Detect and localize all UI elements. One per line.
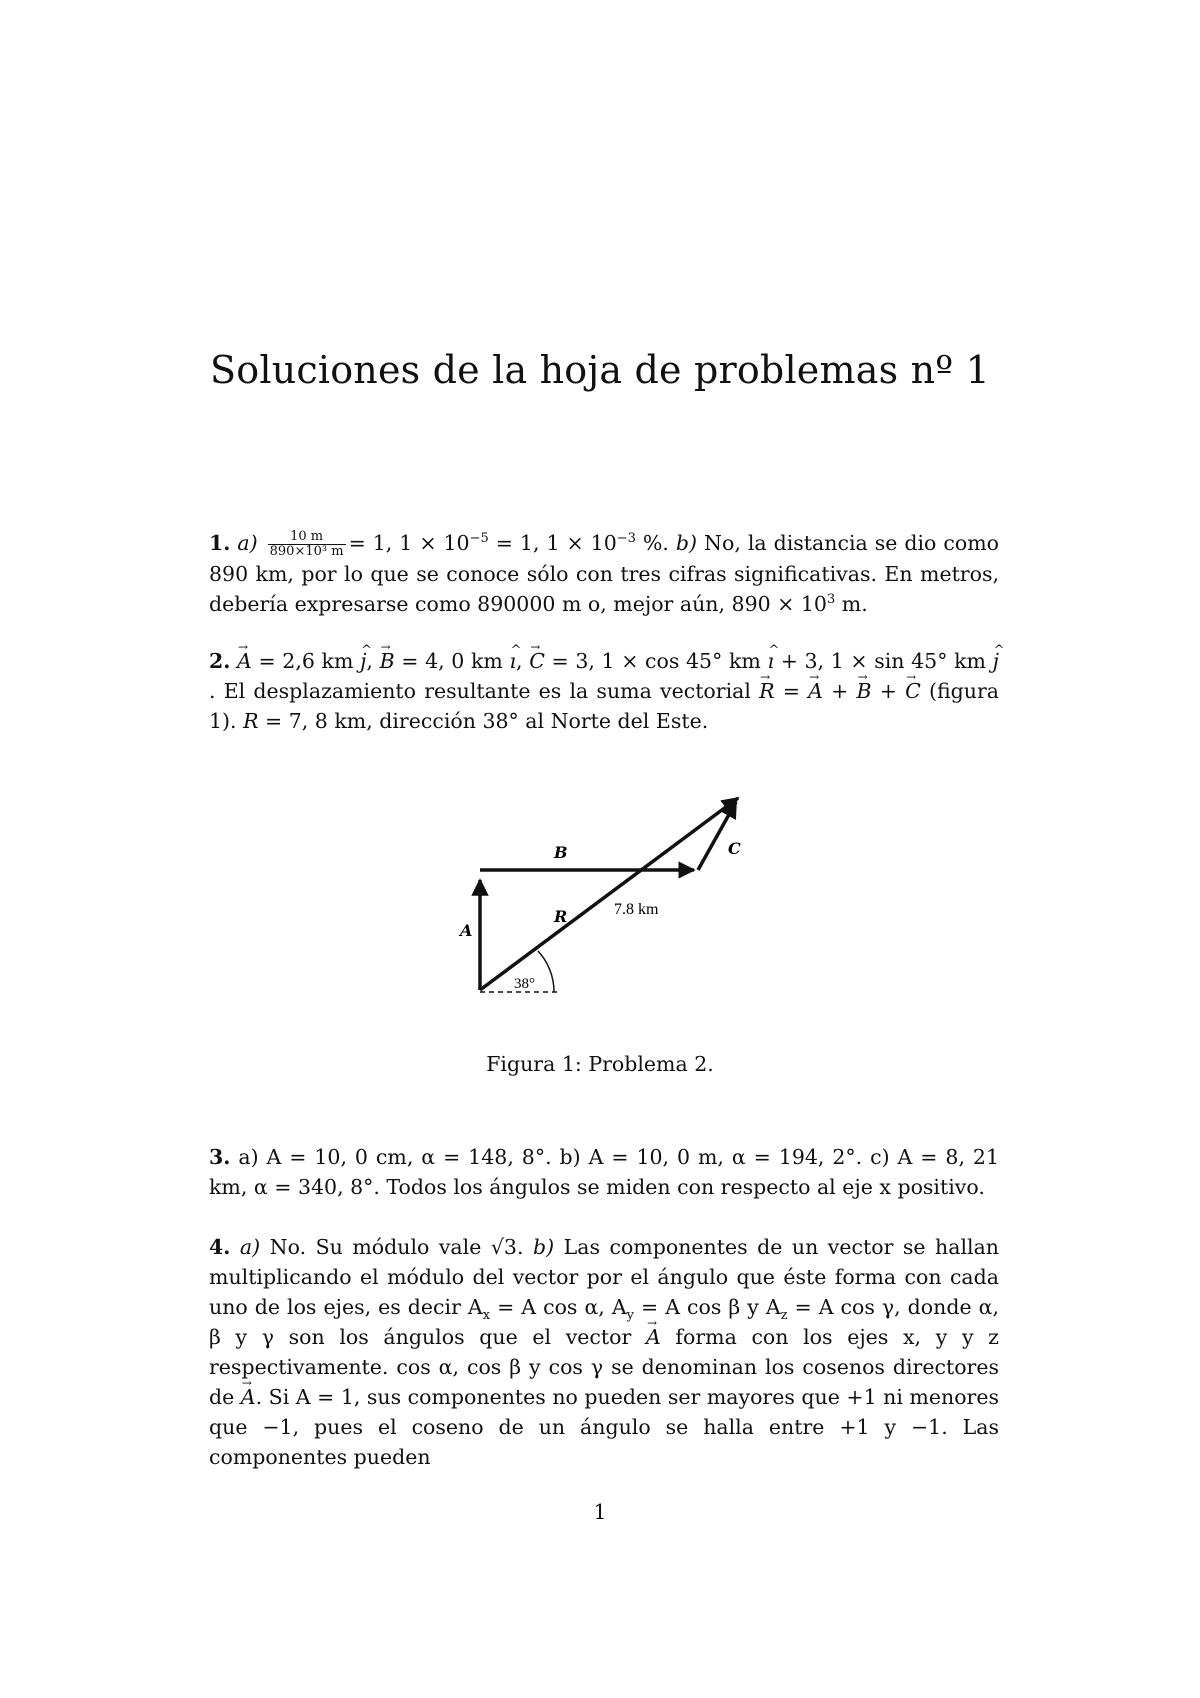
body-text: forma con los ejes x, y y z respectivamente. cos α, cos β y cos γ se denominan los cosenos directores de	[209, 1325, 999, 1409]
equation-text: ,	[516, 649, 530, 673]
body-text: = A cos α, A	[490, 1295, 627, 1319]
label-r: R	[554, 907, 568, 926]
vector-symbol: → A	[808, 676, 823, 706]
exponent: −5	[469, 531, 489, 547]
body-text: m.	[835, 592, 868, 616]
part-label: b)	[675, 531, 698, 555]
vector-symbol: → C	[905, 676, 921, 706]
subscript: y	[626, 1308, 634, 1324]
label-length: 7.8 km	[614, 901, 659, 918]
body-text: . Si A = 1, sus componentes no pueden ser mayores que +1 ni menores que −1, pues el coseno de un ángulo se halla entre +1 y −1. Las componentes pueden	[209, 1385, 999, 1469]
unit-vector: ^ ı	[509, 646, 516, 676]
problem-number: 4.	[209, 1235, 231, 1259]
problem-number: 3.	[209, 1145, 231, 1169]
vector-symbol: → C	[529, 646, 545, 676]
fraction-denominator: 890×10³ m	[269, 544, 344, 559]
equation-text: = 4, 0 km	[394, 649, 510, 673]
equation-text: =	[774, 679, 809, 703]
equation-text: = 1, 1 × 10	[488, 531, 617, 555]
equation-text: + 3, 1 × sin 45° km	[774, 649, 993, 673]
equation-text: = 3, 1 × cos 45° km	[544, 649, 768, 673]
body-text: = A cos β y A	[634, 1295, 781, 1319]
body-text: a) A = 10, 0 cm, α = 148, 8°. b) A = 10, 0 m, α = 194, 2°. c) A = 8, 21 km, α = 340, 8°. Todos los ángulos se miden con respecto al eje x positivo.	[209, 1145, 999, 1199]
body-text: = A cos γ, donde α, β y γ son los ángulos que el vector	[209, 1295, 999, 1349]
body-text: (figura 1).	[209, 679, 1000, 733]
exponent: −3	[616, 531, 636, 547]
label-b: B	[554, 843, 568, 862]
vector-symbol: → A	[241, 1382, 256, 1412]
equation-text: %.	[635, 531, 676, 555]
equation-text: = 2,6 km	[251, 649, 361, 673]
part-label: a)	[239, 1235, 261, 1259]
unit-vector: ^ j	[360, 646, 366, 676]
label-angle: 38°	[514, 976, 535, 992]
vector-symbol: → A	[237, 646, 252, 676]
body-text: No. Su módulo vale √3.	[260, 1235, 533, 1259]
unit-vector: ^ j	[993, 646, 999, 676]
vector-symbol: → R	[759, 676, 774, 706]
problem-number: 2.	[209, 649, 231, 673]
label-a: A	[460, 921, 473, 940]
angle-arc	[538, 951, 554, 992]
page-title: Soluciones de la hoja de problemas nº 1	[210, 348, 990, 392]
problem-number: 1.	[209, 531, 231, 555]
fraction	[268, 530, 346, 559]
label-c: C	[728, 839, 741, 858]
fraction-numerator: 10 m	[268, 530, 346, 545]
vector-diagram	[458, 786, 748, 1001]
figure-caption: Figura 1: Problema 2.	[486, 1052, 714, 1076]
part-label: a)	[237, 531, 258, 555]
solution-1	[209, 528, 999, 619]
body-text: Las componentes de un vector se hallan multiplicando el módulo del vector por el ángulo que éste forma con cada uno de los ejes, es decir A	[209, 1235, 999, 1319]
body-text: . El desplazamiento resultante es la suma vectorial	[209, 679, 760, 703]
solution-4	[209, 1232, 999, 1472]
vector-symbol: → B	[856, 676, 871, 706]
subscript: x	[482, 1308, 491, 1324]
equation-text: +	[822, 679, 857, 703]
equation-text: +	[871, 679, 906, 703]
page-number: 1	[593, 1500, 607, 1524]
vector-symbol: → B	[380, 646, 395, 676]
equation-text: = 1, 1 × 10	[348, 531, 470, 555]
exponent: 3	[826, 592, 836, 608]
vector-symbol: → A	[646, 1322, 661, 1352]
magnitude-symbol: R	[243, 709, 259, 733]
body-text: No, la distancia se dio como 890 km, por lo que se conoce sólo con tres cifras significativas. En metros, debería expresarse como 890000 m o, mejor aún, 890 × 10	[209, 531, 999, 616]
vector-r-arrow	[480, 798, 738, 990]
equation-text: ,	[366, 649, 380, 673]
solution-3	[209, 1142, 999, 1202]
solution-2	[209, 646, 999, 736]
body-text: = 7, 8 km, dirección 38° al Norte del Este.	[258, 709, 709, 733]
subscript: z	[780, 1308, 788, 1324]
part-label: b)	[532, 1235, 555, 1259]
unit-vector: ^ ı	[768, 646, 775, 676]
